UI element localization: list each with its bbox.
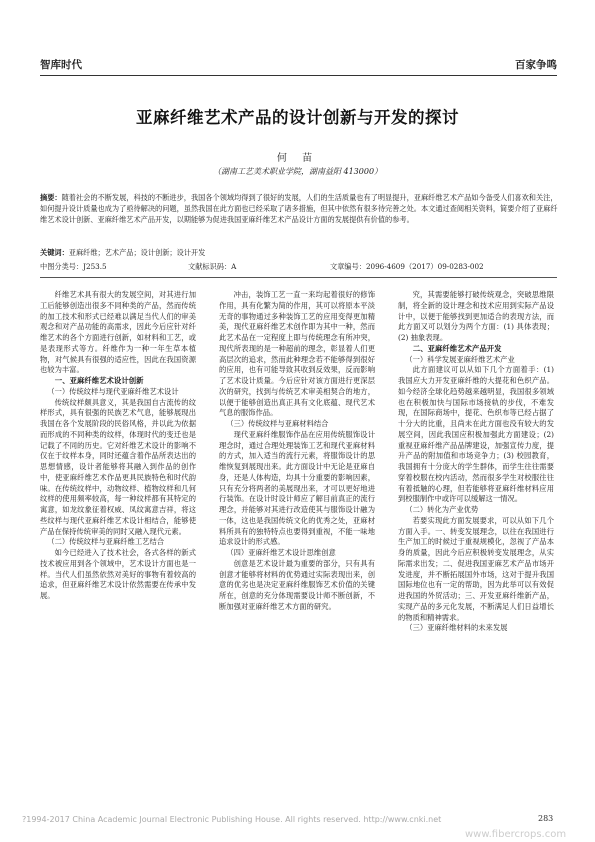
paragraph: 冲击，装饰工艺一直一来均起着很好的修饰作用，具有化繁为简的作用，其可以将原本平淡无奇的事物通过多种装饰工艺的应用变得更加精美，现代亚麻纤维艺术创作即为其中一种，然而此艺术品在一定程度上即与传统理念有所冲突，现代所表现的是一种超前的理念，彰显着人们更高层次的追求，然而此种理念若不能够得到很好的应用，也有可能导致其收到反效果，反而影响了艺术设计质量。今后应针对该方面进行更深层次的研究，找到与传统艺术审美相契合的地方，以便于能够创造出真正具有文化底蕴、现代艺术气息的服饰作品。: [219, 290, 375, 418]
body-column-1: [40, 290, 196, 602]
subsection-heading: （三）亚麻纤维材料的未来发展: [405, 623, 508, 633]
author-affiliation: （湖南工艺美术职业学院，湖南益阳 413000）: [212, 167, 383, 176]
watermark: www.fibercrops.com: [465, 829, 567, 840]
header-rule: [40, 75, 557, 76]
clc-number: 中图分类号：J253.5: [40, 262, 107, 271]
journal-section-right: 百家争鸣: [515, 59, 557, 71]
article-number: 文章编号：2096-4609（2017）09-0283-002: [330, 262, 484, 271]
paragraph: 若要实现此方面发展要求，可以从如下几个方面入手。一、转变发展理念，以往在我国进行生产加工的时候过于重视规模化，忽视了产品本身的质量，因此今后应积极转变发展理念，从实际需求出发；二、促进我国亚麻艺术产品市场开发进度，并不断拓展国外市场，这对于提升我国国际地位也有一定的帮助，因为此举可以有效促进我国的外贸活动；三、开发亚麻纤维新产品，实现产品的多元化发展，不断满足人们日益增长的物质和精神需求。: [398, 515, 554, 622]
abstract: [40, 193, 558, 226]
subsection-heading: （二）转化为产业优势: [405, 505, 479, 514]
paragraph: 如今已经进入了技术社会，各式各样的新式技术被应用到各个领域中，艺术设计方面也是一样。当代人们虽然依然对美好的事物有着较高的追求，但亚麻纤维艺术设计依然需要在传承中发展。: [40, 548, 196, 600]
subsection-heading: （四）亚麻纤维艺术设计思维创意: [226, 548, 336, 557]
body-column-3: [398, 290, 554, 634]
section-heading: 一、亚麻纤维艺术设计创新: [54, 376, 144, 385]
keywords-text: 亚麻纤维；艺术产品；设计创新；设计开发: [68, 248, 206, 257]
abstract-label: 摘要：: [40, 193, 62, 202]
keywords-label: 关键词：: [40, 248, 69, 257]
journal-section-left: 智库时代: [40, 59, 82, 71]
subsection-heading: （一）传统纹样与现代亚麻纤维艺术设计: [47, 386, 179, 396]
paragraph: 此方面建议可以从如下几个方面着手：(1) 我国应大力开发亚麻纤维的大提花和色织产品。如今经济全球化趋势越来越明显，我国很多领域也在积极加快与国际市场接轨的步伐，不难发现，在国际商场中，提花、色织布等已经占据了十分大的比重，且尚未在此方面也没有较大的发展空间，因此我国应积极加强此方面建设；(2) 重视亚麻纤维产品品牌建设，加强宣传力度，提升产品的附加值和市场竞争力；(3) 校园教育，我国拥有十分庞大的学生群体，而学生往往需要穿着校服在校内活动，然而很多学生对校服往往有着抵触的心理，但若能够将亚麻纤维材料应用到校服制作中或许可以缓解这一情况。: [398, 365, 554, 504]
paragraph: 传统纹样颇具意义，其是我国自古流传的纹样形式，具有很强的民族艺术气息，能够展现出我国在各个发展阶段的民俗风格，并以此为依据而形成的不同种类的纹样，体现时代的变迁也是记载了不同的历史。它对纤维艺术设计的影响不仅在于纹样本身，同时还蕴含着作品所表达出的思想情感，设计者能够将其融入到作品的创作中，使亚麻纤维艺术作品更具民族特色和时代韵味。在传统纹样中，动物纹样、植物纹样和几何纹样的使用频率较高，每一种纹样都有其特定的寓意，如龙纹象征着权威、凤纹寓意吉祥，将这些纹样与现代亚麻纤维艺术设计相结合，能够使产品在保持传统审美的同时又融入现代元素。: [40, 397, 196, 536]
paragraph: 现代亚麻纤维服饰作品在应用传统服饰设计理念时，通过合理处理装饰工艺和现代亚麻材料的方式，加入适当的流行元素，将服饰设计的思维恢复到展现出来。此方面设计中无论是亚麻自身，还是人体构造，均具十分重要的影响因素，只有充分将两者的美展现出来，才可以更好地进行装饰。在设计时设计师应了解目前真正的流行理念，并能够对其进行改造使其与服饰设计融为一体，这也是我国传统文化的优秀之处，亚麻材料所具有的独特特点也要得到重视，不能一味地追求设计的形式感。: [219, 429, 375, 547]
body-rule: [40, 277, 557, 278]
abstract-text: 随着社会的不断发展，科技的不断进步，我国各个领域均得到了很好的发展，人们的生活质量也有了明显提升，亚麻纤维艺术产品如今备受人们喜欢和关注，如何提升设计质量也成为了亟待解决的问题，虽然我国在此方面也已经采取了诸多措施，但其中依然有很多待完善之处。本文通过查阅相关资料，简要介绍了亚麻纤维艺术设计创新、亚麻纤维艺术产品开发，以期能够为促进我国亚麻纤维艺术产品设计方面的发展提供有价值的参考。: [40, 193, 558, 224]
subsection-heading: （一）科学发展亚麻纤维艺术产业: [405, 354, 515, 364]
paragraph: 创意是艺术设计最为重要的部分，只有具有创意才能够将材料的优势通过实际表现出来，创意的优劣也是决定亚麻纤维服饰艺术价值的关键所在，创意的充分体现需要设计师不断创新，不断加强对亚麻纤维艺术方面的研究。: [219, 558, 375, 611]
paragraph: 究，其需要能够打破传统观念，突破思维限制，将全新的设计理念和技术应用到实际产品设计中，以便于能够找到更加适合的表现方法，而此方面又可以划分为两个方面：(1) 具体表现；(2) 抽象表现。: [398, 290, 554, 342]
document-code: 文献标识码：A: [188, 262, 237, 271]
subsection-heading: （二）传统纹样与亚麻纤维工艺结合: [47, 537, 165, 547]
paragraph: 纤维艺术具有很大的发展空间，对其进行加工后能够创造出很多不同种类的产品，然而传统的加工技术和形式已经难以满足当代人们的审美观念和对产品功能的高需求，因此今后应针对纤维艺术的各个方面进行创新，如材料和工艺，或是表现形式等方。纤维作为一种一年生草本植物，对气候具有很强的适应性，因此在我国资源也较为丰富。: [40, 290, 196, 375]
page-number: 283: [538, 814, 554, 823]
author-name: 何 苗: [276, 153, 319, 164]
subsection-heading: （三）传统纹样与亚麻材料结合: [226, 419, 329, 428]
article-title: 亚麻纤维艺术产品的设计创新与开发的探讨: [136, 108, 459, 127]
body-column-2: [219, 290, 375, 613]
copyright-footer: ?1994-2017 China Academic Journal Electronic Publishing House. All rights reserved. http://www.cnki.net: [22, 815, 442, 824]
section-heading: 二、亚麻纤维艺术产品开发: [412, 343, 502, 353]
keywords: [40, 248, 558, 258]
